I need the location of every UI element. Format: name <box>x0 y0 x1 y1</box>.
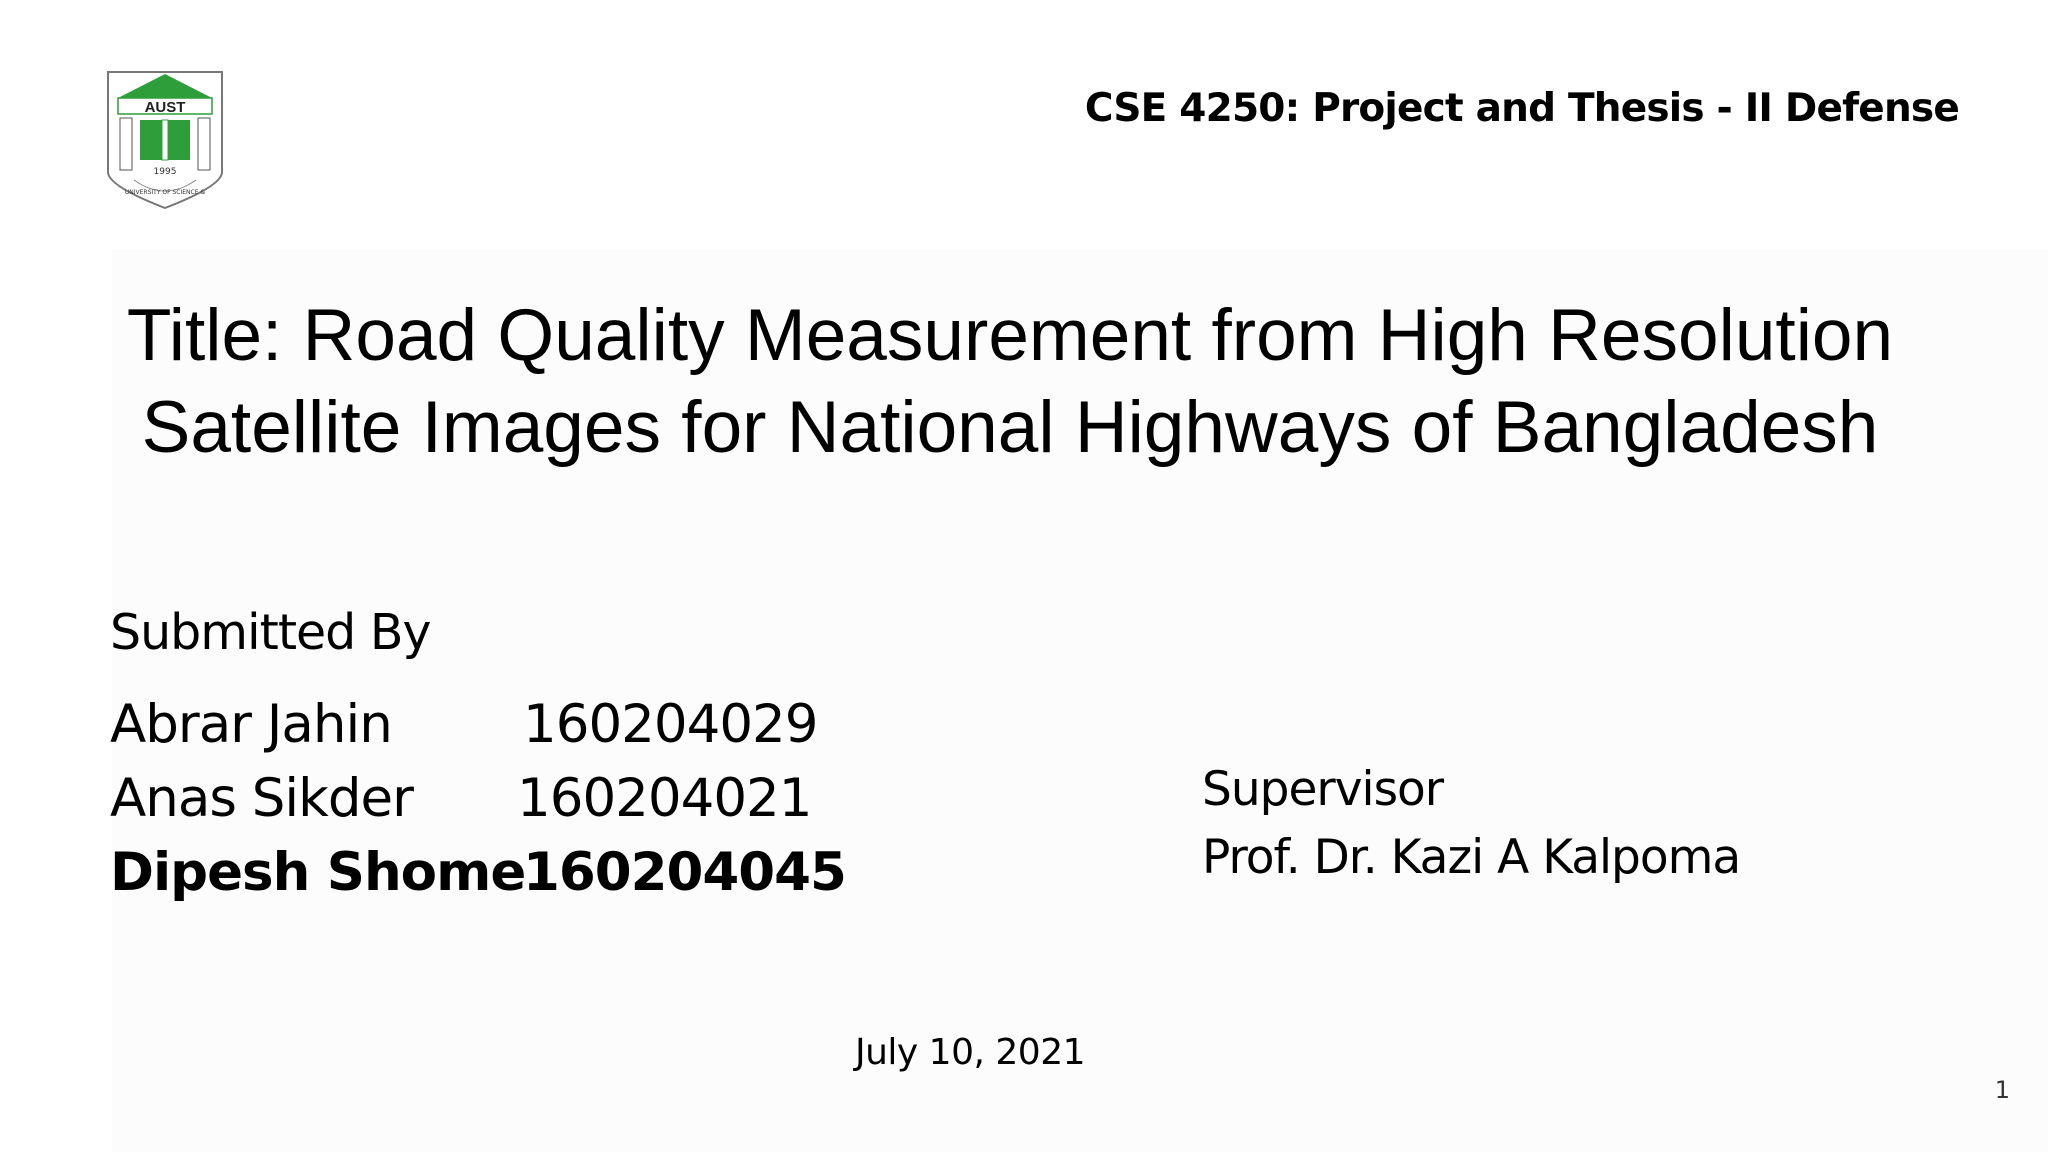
title-line-2: Satellite Images for National Highways of Bangladesh <box>141 387 1879 468</box>
aust-logo <box>104 68 226 212</box>
presentation-title <box>60 290 1960 474</box>
course-title: CSE 4250: Project and Thesis - II Defense <box>1084 86 1959 131</box>
supervisor-label: Supervisor <box>1202 762 1444 817</box>
member-name: Abrar Jahin <box>110 694 392 755</box>
member-id: 160204021 <box>517 768 812 829</box>
page-number: 1 <box>1994 1076 2010 1104</box>
logo-text: AUST <box>144 99 186 116</box>
title-line-1: Title: Road Quality Measurement from High Resolution <box>126 295 1894 376</box>
member-id: 160204029 <box>523 694 818 755</box>
presentation-date: July 10, 2021 <box>855 1032 1085 1073</box>
svg-text:UNIVERSITY OF SCIENCE &: UNIVERSITY OF SCIENCE & <box>124 189 206 196</box>
logo-year: 1995 <box>153 167 177 177</box>
supervisor-name: Prof. Dr. Kazi A Kalpoma <box>1202 830 1741 885</box>
submitted-by-label: Submitted By <box>110 604 431 661</box>
member-name: Anas Sikder <box>110 768 413 829</box>
member-id: 160204045 <box>523 842 846 903</box>
member-name: Dipesh Shome <box>110 842 526 903</box>
